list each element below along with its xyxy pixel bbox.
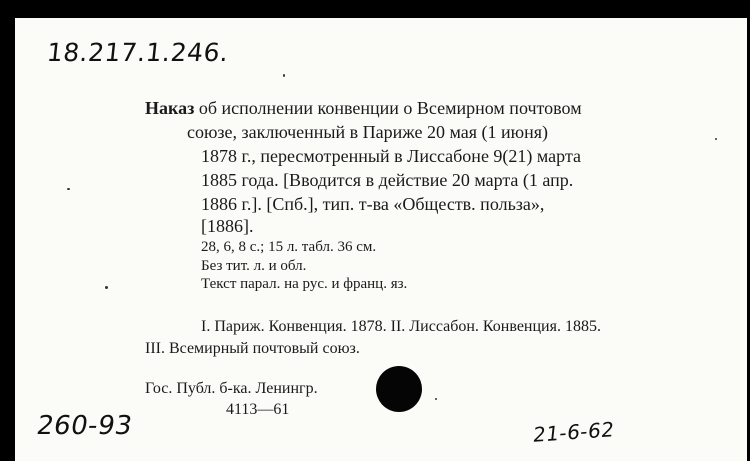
catalog-card: [15, 18, 747, 461]
handwritten-date: 21-6-62: [531, 417, 616, 447]
subject-line-2: III. Всемирный почтовый союз.: [145, 340, 360, 357]
entry-line-6: [1886].: [201, 216, 254, 236]
note-2: Текст парал. на рус. и франц. яз.: [201, 276, 408, 292]
speck: [435, 398, 437, 400]
speck: [715, 138, 717, 140]
library-name: Гос. Публ. б-ка. Ленингр.: [145, 380, 318, 397]
library-code: 4113—61: [226, 401, 290, 418]
note-1: Без тит. л. и обл.: [201, 258, 307, 274]
entry-line-4: 1885 года. [Вводится в действие 20 марта (1 апр.: [201, 170, 574, 190]
subject-line-1: I. Париж. Конвенция. 1878. II. Лиссабон. Конвенция. 1885.: [201, 318, 601, 335]
shelf-mark: 18.217.1.246.: [45, 38, 230, 67]
speck: [67, 188, 70, 190]
entry-line-2: союзе, заключенный в Париже 20 мая (1 июня): [187, 122, 548, 142]
entry-line-1: Наказ об исполнении конвенции о Всемирном почтовом: [145, 98, 582, 118]
punch-hole: [376, 366, 422, 412]
entry-line-3: 1878 г., пересмотренный в Лиссабоне 9(21) марта: [201, 146, 582, 166]
entry-line-5: 1886 г.]. [Спб.], тип. т-ва «Обществ. польза»,: [201, 194, 545, 214]
inventory-number: 260-93: [34, 411, 135, 441]
speck: [105, 286, 108, 289]
entry-heading: Наказ: [145, 98, 195, 118]
speck: [283, 74, 285, 77]
collation: 28, 6, 8 с.; 15 л. табл. 36 см.: [201, 239, 377, 255]
